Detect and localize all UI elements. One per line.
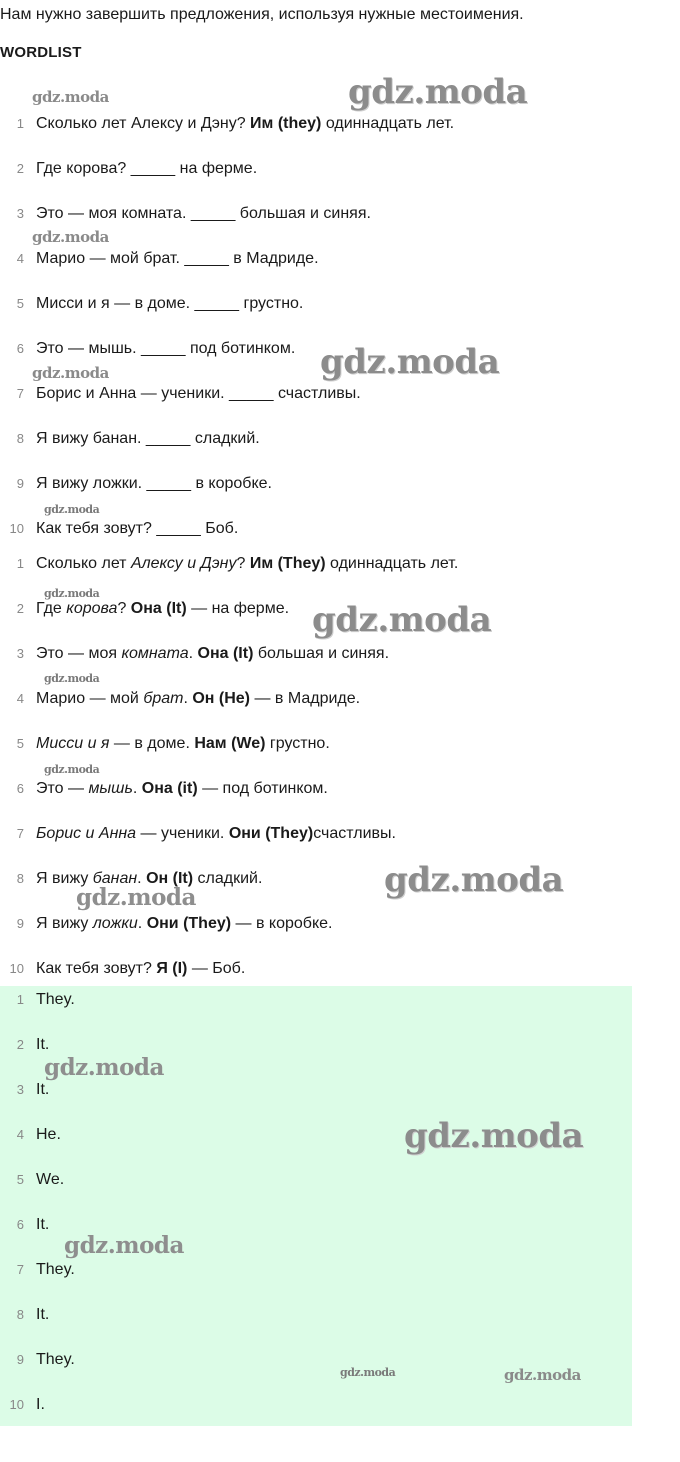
referent-phrase: комната	[121, 645, 189, 662]
referent-phrase: банан	[92, 870, 138, 887]
text-fragment: Марио — мой брат. _____ в Мадриде.	[36, 250, 319, 267]
item-text	[36, 867, 262, 891]
item-number: 7	[16, 826, 24, 841]
text-fragment: — ученики.	[136, 825, 229, 842]
item-number: 9	[16, 476, 24, 491]
text-fragment: — в коробке.	[231, 915, 333, 932]
text-fragment: It.	[36, 1216, 50, 1233]
item-number: 8	[16, 1307, 24, 1322]
text-fragment: .	[137, 915, 147, 932]
item-text	[36, 988, 75, 1012]
text-fragment: It.	[36, 1306, 50, 1323]
item-number: 4	[16, 691, 24, 706]
item-text	[36, 1078, 49, 1102]
watermark: gdz.moda	[312, 600, 492, 640]
item-text	[36, 1393, 45, 1417]
pronoun-answer: Им (they)	[250, 115, 322, 132]
item-number: 6	[16, 1217, 24, 1232]
item-number: 2	[16, 1037, 24, 1052]
text-fragment: Это — моя комната. _____ большая и синяя.	[36, 205, 371, 222]
text-fragment: одиннадцать лет.	[325, 555, 459, 572]
text-fragment: They.	[36, 1261, 75, 1278]
text-fragment: We.	[36, 1171, 65, 1188]
item-text	[36, 597, 289, 621]
text-fragment: большая и синяя.	[253, 645, 390, 662]
item-text	[36, 687, 360, 711]
item-text	[36, 517, 238, 541]
item-text	[36, 552, 458, 576]
text-fragment: Я вижу ложки. _____ в коробке.	[36, 475, 272, 492]
item-text	[36, 777, 328, 801]
text-fragment: — Боб.	[187, 960, 246, 977]
watermark: gdz.moda	[32, 364, 109, 382]
text-fragment: It.	[36, 1036, 50, 1053]
text-fragment: Сколько лет	[36, 555, 131, 572]
item-number: 3	[16, 1082, 24, 1097]
watermark: gdz.moda	[384, 860, 564, 900]
text-fragment: He.	[36, 1126, 61, 1143]
pronoun-answer: Он (He)	[192, 690, 250, 707]
text-fragment: Борис и Анна — ученики. _____ счастливы.	[36, 385, 361, 402]
text-fragment: They.	[36, 991, 75, 1008]
watermark: gdz.moda	[32, 88, 109, 106]
text-fragment: .	[137, 870, 147, 887]
item-text	[36, 472, 272, 496]
referent-phrase: Алексу и Дэну	[130, 555, 237, 572]
text-fragment: Как тебя зовут?	[36, 960, 157, 977]
watermark: gdz.moda	[340, 1366, 396, 1379]
item-text	[36, 732, 330, 756]
item-text	[36, 247, 319, 271]
translation-list	[0, 550, 632, 980]
item-number: 4	[16, 1127, 24, 1142]
item-text	[36, 382, 361, 406]
item-number: 6	[16, 781, 24, 796]
text-fragment: Это —	[36, 780, 89, 797]
item-number: 9	[16, 1352, 24, 1367]
text-fragment: Я вижу	[36, 915, 93, 932]
item-number: 9	[16, 916, 24, 931]
item-number: 10	[9, 961, 24, 976]
pronoun-answer: Он (It)	[146, 870, 194, 887]
text-fragment: Это — моя	[36, 645, 122, 662]
item-number: 8	[16, 871, 24, 886]
pronoun-answer: Они (They)	[228, 825, 314, 842]
text-fragment: ?	[117, 600, 131, 617]
text-fragment: I.	[36, 1396, 45, 1413]
answers-list	[0, 986, 632, 1426]
item-text	[36, 1168, 64, 1192]
text-fragment: Как тебя зовут? _____ Боб.	[36, 520, 239, 537]
watermark: gdz.moda	[44, 672, 100, 685]
item-number: 7	[16, 386, 24, 401]
referent-phrase: мышь	[88, 780, 133, 797]
watermark: gdz.moda	[64, 1232, 184, 1259]
item-text	[36, 1303, 49, 1327]
text-fragment: — на ферме.	[186, 600, 290, 617]
wordlist-link[interactable]: WORDLIST	[0, 44, 82, 61]
text-fragment: It.	[36, 1081, 50, 1098]
pronoun-answer: Им (They)	[249, 555, 326, 572]
watermark: gdz.moda	[320, 342, 500, 382]
watermark: gdz.moda	[348, 72, 528, 112]
item-number: 5	[16, 296, 24, 311]
text-fragment: грустно.	[265, 735, 330, 752]
text-fragment: счастливы.	[313, 825, 396, 842]
watermark: gdz.moda	[44, 503, 100, 516]
item-number: 1	[16, 556, 24, 571]
text-fragment: They.	[36, 1351, 75, 1368]
text-fragment: Мисси и я — в доме. _____ грустно.	[36, 295, 304, 312]
item-text	[36, 1213, 49, 1237]
watermark: gdz.moda	[32, 228, 109, 246]
text-fragment: Я вижу банан. _____ сладкий.	[36, 430, 260, 447]
item-text	[36, 1258, 75, 1282]
item-text	[36, 1033, 49, 1057]
text-fragment: Это — мышь. _____ под ботинком.	[36, 340, 296, 357]
watermark: gdz.moda	[44, 1054, 164, 1081]
pronoun-answer: Она (It)	[197, 645, 254, 662]
item-number: 10	[9, 1397, 24, 1412]
item-text	[36, 112, 454, 136]
item-number: 1	[16, 116, 24, 131]
text-fragment: Марио — мой	[36, 690, 144, 707]
item-text	[36, 1123, 61, 1147]
watermark: gdz.moda	[504, 1366, 581, 1384]
text-fragment: Сколько лет Алексу и Дэну?	[36, 115, 251, 132]
item-number: 5	[16, 1172, 24, 1187]
watermark: gdz.moda	[404, 1116, 584, 1156]
item-text	[36, 292, 303, 316]
item-text	[36, 957, 245, 981]
text-fragment: Где	[36, 600, 67, 617]
item-number: 4	[16, 251, 24, 266]
item-text	[36, 642, 389, 666]
pronoun-answer: Она (it)	[141, 780, 198, 797]
pronoun-answer: Она (It)	[130, 600, 187, 617]
item-text	[36, 912, 332, 936]
referent-phrase: брат	[143, 690, 184, 707]
item-number: 7	[16, 1262, 24, 1277]
item-number: 3	[16, 206, 24, 221]
text-fragment: — под ботинком.	[197, 780, 328, 797]
item-text	[36, 337, 295, 361]
intro-text: Нам нужно завершить предложения, используя нужные местоимения.	[0, 6, 524, 23]
item-text	[36, 202, 371, 226]
text-fragment: — в доме.	[109, 735, 195, 752]
item-number: 8	[16, 431, 24, 446]
text-fragment: сладкий.	[193, 870, 263, 887]
item-text	[36, 1348, 75, 1372]
text-fragment: одиннадцать лет.	[321, 115, 455, 132]
text-fragment: .	[188, 645, 198, 662]
item-number: 2	[16, 161, 24, 176]
watermark: gdz.moda	[44, 763, 100, 776]
text-fragment: .	[183, 690, 193, 707]
item-text	[36, 427, 260, 451]
watermark: gdz.moda	[44, 587, 100, 600]
referent-phrase: ложки	[92, 915, 138, 932]
referent-phrase: Мисси и я	[36, 735, 110, 752]
pronoun-answer: Я (I)	[156, 960, 188, 977]
item-number: 5	[16, 736, 24, 751]
item-number: 1	[16, 992, 24, 1007]
pronoun-answer: Они (They)	[146, 915, 232, 932]
item-number: 3	[16, 646, 24, 661]
text-fragment: .	[132, 780, 142, 797]
item-text	[36, 157, 257, 181]
referent-phrase: корова	[66, 600, 118, 617]
referent-phrase: Борис и Анна	[36, 825, 137, 842]
item-number: 6	[16, 341, 24, 356]
watermark: gdz.moda	[76, 884, 196, 911]
task-list	[0, 110, 632, 560]
item-text	[36, 822, 396, 846]
item-number: 2	[16, 601, 24, 616]
text-fragment: Где корова? _____ на ферме.	[36, 160, 258, 177]
text-fragment: ?	[236, 555, 250, 572]
text-fragment: — в Мадриде.	[250, 690, 361, 707]
pronoun-answer: Нам (We)	[194, 735, 266, 752]
item-number: 10	[9, 521, 24, 536]
text-fragment: Я вижу	[36, 870, 93, 887]
